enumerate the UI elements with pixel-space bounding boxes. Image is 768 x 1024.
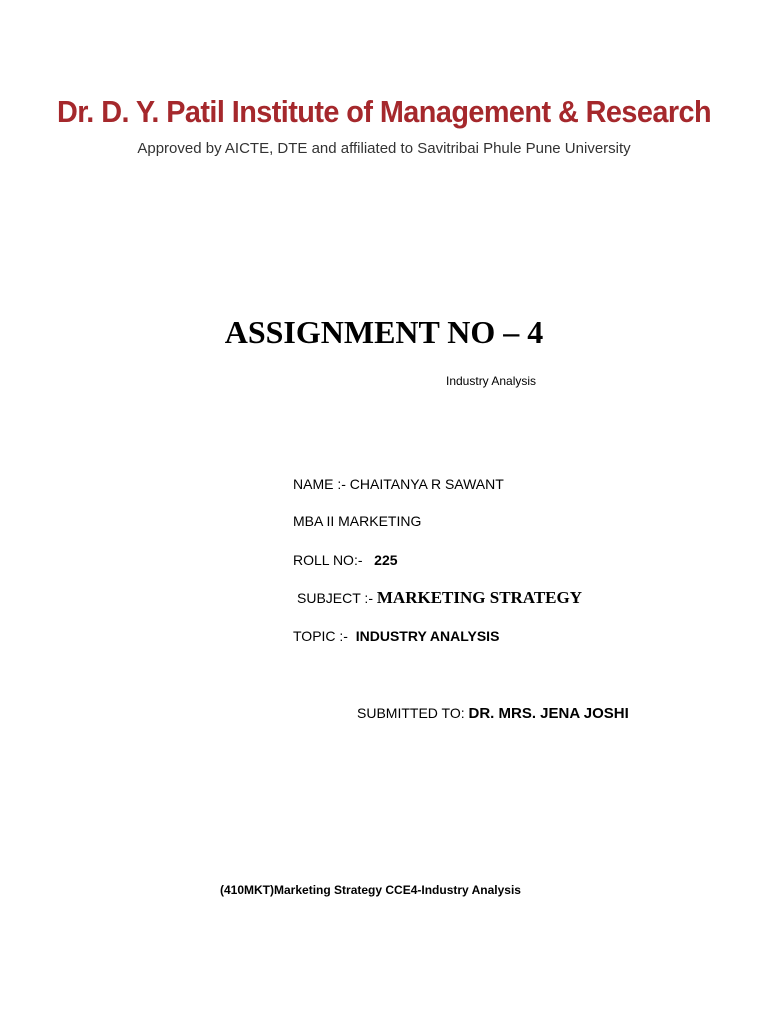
subject-label: SUBJECT :- [297, 590, 377, 606]
topic-field [293, 628, 499, 644]
roll-value: 225 [374, 552, 398, 568]
name-label: NAME :- [293, 476, 350, 492]
program-field [293, 513, 421, 529]
submitted-to-label: SUBMITTED TO: [357, 705, 469, 721]
subject-value: MARKETING STRATEGY [376, 588, 583, 607]
roll-field [293, 552, 398, 568]
submitted-to-field [357, 705, 629, 722]
topic-value: INDUSTRY ANALYSIS [355, 628, 500, 644]
institute-approval-line: Approved by AICTE, DTE and affiliated to Savitribai Phule Pune University [137, 140, 631, 157]
topic-label: TOPIC :- [293, 628, 356, 644]
assignment-title: ASSIGNMENT NO – 4 [224, 314, 544, 350]
submitted-to-name: DR. MRS. JENA JOSHI [468, 705, 629, 722]
subject-field [297, 588, 582, 608]
assignment-subtitle: Industry Analysis [446, 374, 537, 388]
program-value: MBA II MARKETING [293, 513, 422, 529]
roll-label: ROLL NO:- [293, 552, 375, 568]
course-footer-line: (410MKT)Marketing Strategy CCE4-Industry Analysis [220, 883, 521, 897]
name-value: CHAITANYA R SAWANT [349, 476, 504, 492]
name-field [293, 476, 504, 492]
institute-name: Dr. D. Y. Patil Institute of Management & Research [56, 94, 712, 129]
